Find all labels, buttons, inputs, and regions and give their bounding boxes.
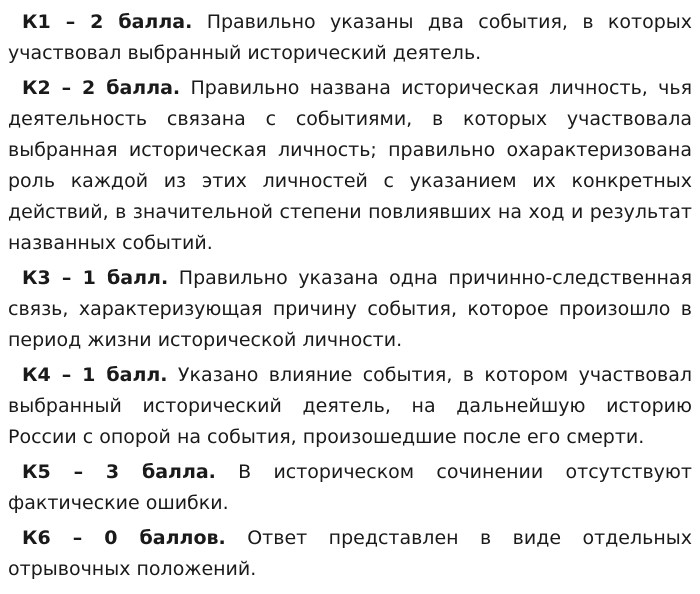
criterion-heading: К4 – 1 балл. (22, 364, 168, 386)
criterion-heading: К6 – 0 баллов. (22, 527, 226, 549)
criterion-text: Правильно указана одна причинно-следственная связь, характеризующая причину события, которое произошло в период жизни исторической личности. (8, 267, 692, 351)
criterion-k4 (8, 360, 692, 453)
criterion-heading: К1 – 2 балла. (22, 11, 193, 33)
criterion-text: Правильно названа историческая личность, чья деятельность связана с событиями, в которых участвовала выбранная историческая личность; правильно охарактеризована роль каждой из этих личностей с указанием их конкретных действий, в значительной степени повлиявших на ход и результат названных событий. (8, 77, 692, 254)
criterion-text: Правильно указаны два события, в которых участвовал выбранный исторический деятель. (8, 11, 692, 64)
criterion-text: В историческом сочинении отсутствуют фактические ошибки. (8, 461, 692, 514)
criterion-heading: К2 – 2 балла. (22, 77, 181, 99)
criterion-heading: К5 – 3 балла. (22, 461, 216, 483)
criteria-document (8, 7, 692, 589)
criterion-heading: К3 – 1 балл. (22, 267, 169, 289)
criterion-k6 (8, 523, 692, 585)
criterion-k2 (8, 73, 692, 259)
criterion-k1 (8, 7, 692, 69)
criterion-k3 (8, 263, 692, 356)
criterion-k5 (8, 457, 692, 519)
criterion-text: Указано влияние события, в котором участвовал выбранный исторический деятель, на дальнейшую историю России с опорой на события, произошедшие после его смерти. (8, 364, 693, 448)
criterion-text: Ответ представлен в виде отдельных отрывочных положений. (8, 527, 693, 580)
